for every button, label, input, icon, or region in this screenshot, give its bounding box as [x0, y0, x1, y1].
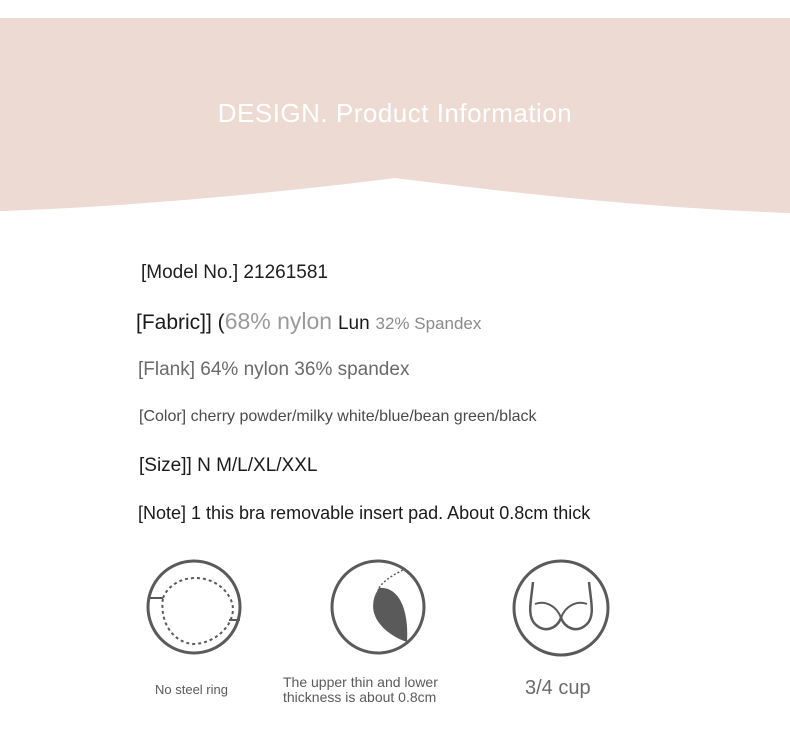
feature-caption-no-steel-ring: No steel ring	[155, 682, 228, 697]
bra-cup-icon	[511, 558, 611, 658]
flank-composition: [Flank] 64% nylon 36% spandex	[138, 359, 410, 380]
color-options: [Color] cherry powder/milky white/blue/bean green/black	[139, 408, 537, 425]
fabric-spandex: 32% Spandex	[375, 314, 482, 333]
banner-title: DESIGN. Product Information	[217, 98, 573, 128]
fabric-composition	[136, 308, 481, 335]
model-number: [Model No.] 21261581	[141, 262, 328, 283]
fabric-nylon: 68% nylon	[224, 308, 333, 334]
fabric-mark: Lun	[337, 313, 370, 334]
pad-thickness-icon	[329, 558, 429, 658]
feature-caption-cup: 3/4 cup	[525, 677, 591, 699]
feature-caption-thickness: The upper thin and lower thickness is about 0.8cm	[283, 674, 438, 705]
note-text: [Note] 1 this bra removable insert pad. About 0.8cm thick	[138, 503, 591, 523]
header-banner	[0, 18, 790, 218]
no-steel-ring-icon	[145, 558, 245, 658]
fabric-label: [Fabric]] (	[136, 311, 225, 334]
size-options: [Size]] N M/L/XL/XXL	[139, 455, 318, 476]
